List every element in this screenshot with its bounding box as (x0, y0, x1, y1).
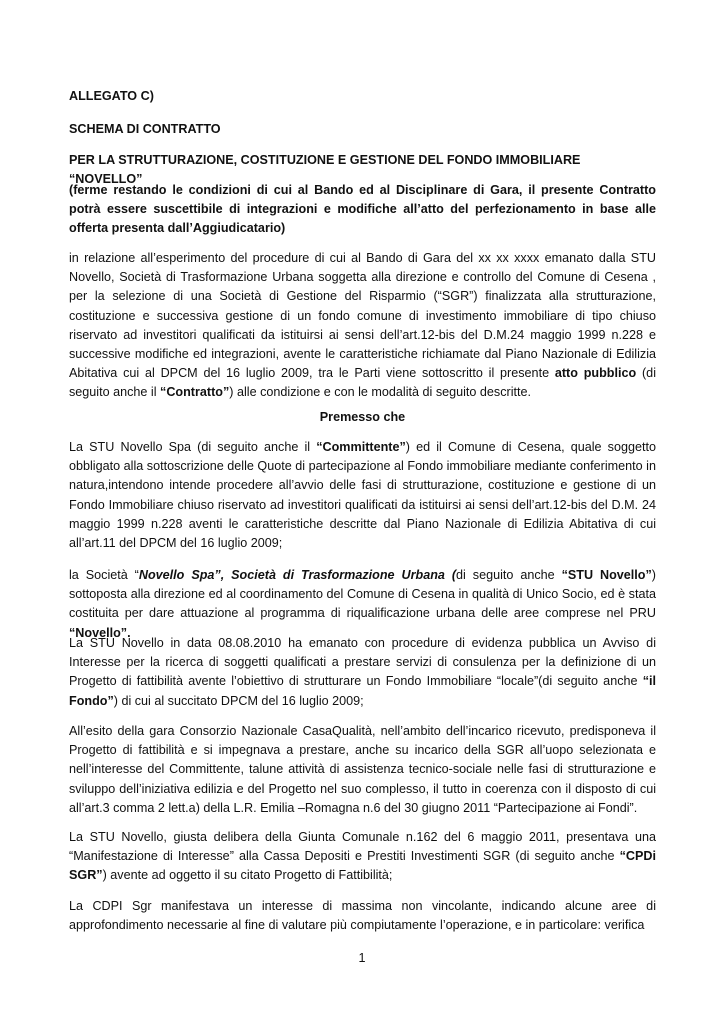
p1-text-2: ) ed il Comune di Cesena, quale soggetto obbligato alla sottoscrizione delle Quote di partecipazione al Fondo immobiliare mediante conferimento in natura,intendono intende procedere all’avvio delle fasi di strutturazione, costituzione e gestione di un Fondo Immobiliare chiuso riservato ad investitori qualificati da istituirsi ai sensi dell’art.12-bis del D.M. 24 maggio 1999 n.228 aventi le caratteristiche descritte dal Piano Nazionale di Edilizia Abitativa di cui all’art.11 del DPCM del 16 luglio 2009; (69, 440, 656, 551)
intro-bold-atto-pubblico: atto pubblico (554, 366, 637, 381)
paragraph-casaqualita: All’esito della gara Consorzio Nazionale CasaQualità, nell’ambito dell’incarico ricevuto, predisponeva il Progetto di fattibilità e si impegnava a prestare, anche su incarico della SGR all’uopo selezionata e nell’interesse del Committente, talune attività di assistenza tecnico-sociale nelle fasi di strutturazione e sviluppo dell’iniziativa edilizia e del Progetto nel suo complesso, il tutto in coerenza con il disposto di cui all’art.3 comma 2 lett.a) della L.R. Emilia –Romagna n.6 del 30 giugno 2011 “Partecipazione ai Fondi”. (69, 724, 656, 815)
p2-text-1: la Società “ (69, 568, 139, 582)
p5-text-1: La STU Novello, giusta delibera della Giunta Comunale n.162 del 6 maggio 2011, presentava una “Manifestazione di Interesse” alla Cassa Depositi e Prestiti Investimenti SGR (di seguito anche (69, 830, 656, 864)
p2-text-2: di seguito anche (456, 568, 562, 582)
p2-bold-novello: “Novello”. (69, 625, 131, 640)
intro-text-2: (di seguito anche il (69, 366, 656, 400)
preliminary-note: (ferme restando le condizioni di cui al Bando ed al Disciplinare di Gara, il presente Contratto potrà essere suscettibile di integrazioni e modifiche all’atto del perfezionamento in base alle offerta presenta dall’Aggiudicatario) (69, 183, 656, 236)
p5-bold-cpdi-sgr: “CPDi SGR” (69, 849, 656, 883)
paragraph-cdpi: La CDPI Sgr manifestava un interesse di massima non vincolante, indicando alcune aree di approfondimento necessarie al fine di valutare più compiutamente l’operazione, e in particolare: verifica (69, 899, 656, 933)
p2-text-3: ) sottoposta alla direzione ed al coordinamento del Comune di Cesena in qualità di Unico Socio, ed è stata costituita per dare attuazione al programma di riqualificazione urbana delle aree comprese nel PRU (69, 568, 656, 621)
p1-text-1: La STU Novello Spa (di seguito anche il (69, 440, 317, 454)
p2-bold-stu-novello: “STU Novello” (561, 568, 652, 582)
p1-bold-committente: “Committente” (316, 440, 406, 454)
premesso-heading: Premesso che (319, 410, 406, 424)
annex-label: ALLEGATO C) (69, 89, 154, 103)
intro-bold-contratto: “Contratto” (160, 385, 230, 400)
paragraph-avviso (69, 634, 656, 711)
intro-text-1: in relazione all’esperimento del procedure di cui al Bando di Gara del xx xx xxxx emanato dalla STU Novello, Società di Trasformazione Urbana soggetta alla direzione e controllo del Comune di Cesena , per la selezione di una Società di Gestione del Risparmio (“SGR”) finalizzata alla strutturazione, costituzione e successiva gestione di un fondo comune di investimento immobiliare di tipo chiuso riservato ad investitori qualificati da istituirsi ai sensi dell’art.12-bis del D.M.24 maggio 1999 n.228 e successive modifiche ed integrazioni, avente le caratteristiche richiamate dal Piano Nazionale di Edilizia Abitativa cui al DPCM del 16 luglio 2009, tra le Parti viene sottoscritto il presente (69, 251, 656, 381)
intro-paragraph (69, 249, 656, 403)
paragraph-manifestazione (69, 828, 656, 886)
paragraph-stu-novello (69, 566, 656, 643)
page-number: 1 (358, 951, 366, 965)
intro-text-3: ) alle condizione e con le modalità di seguito descritte. (229, 385, 532, 400)
p3-text-1: La STU Novello in data 08.08.2010 ha emanato con procedure di evidenza pubblica un Avviso di Interesse per la ricerca di soggetti qualificati a prestare servizi di consulenza per la definizione di un Progetto di fattibilità avente l’obiettivo di strutturare un Fondo Immobiliare “locale”(di seguito anche (69, 636, 656, 689)
p2-bold-italic-company: Novello Spa”, Società di Trasformazione Urbana ( (138, 568, 457, 582)
main-title: PER LA STRUTTURAZIONE, COSTITUZIONE E GESTIONE DEL FONDO IMMOBILIARE “NOVELLO” (69, 153, 581, 187)
schema-title: SCHEMA DI CONTRATTO (69, 122, 221, 136)
paragraph-committente (69, 438, 656, 553)
p5-text-2: ) avente ad oggetto il su citato Progetto di Fattibilità; (102, 868, 393, 883)
p3-bold-il-fondo: “il Fondo” (69, 674, 656, 708)
p3-text-2: ) di cui al succitato DPCM del 16 luglio 2009; (113, 693, 364, 708)
